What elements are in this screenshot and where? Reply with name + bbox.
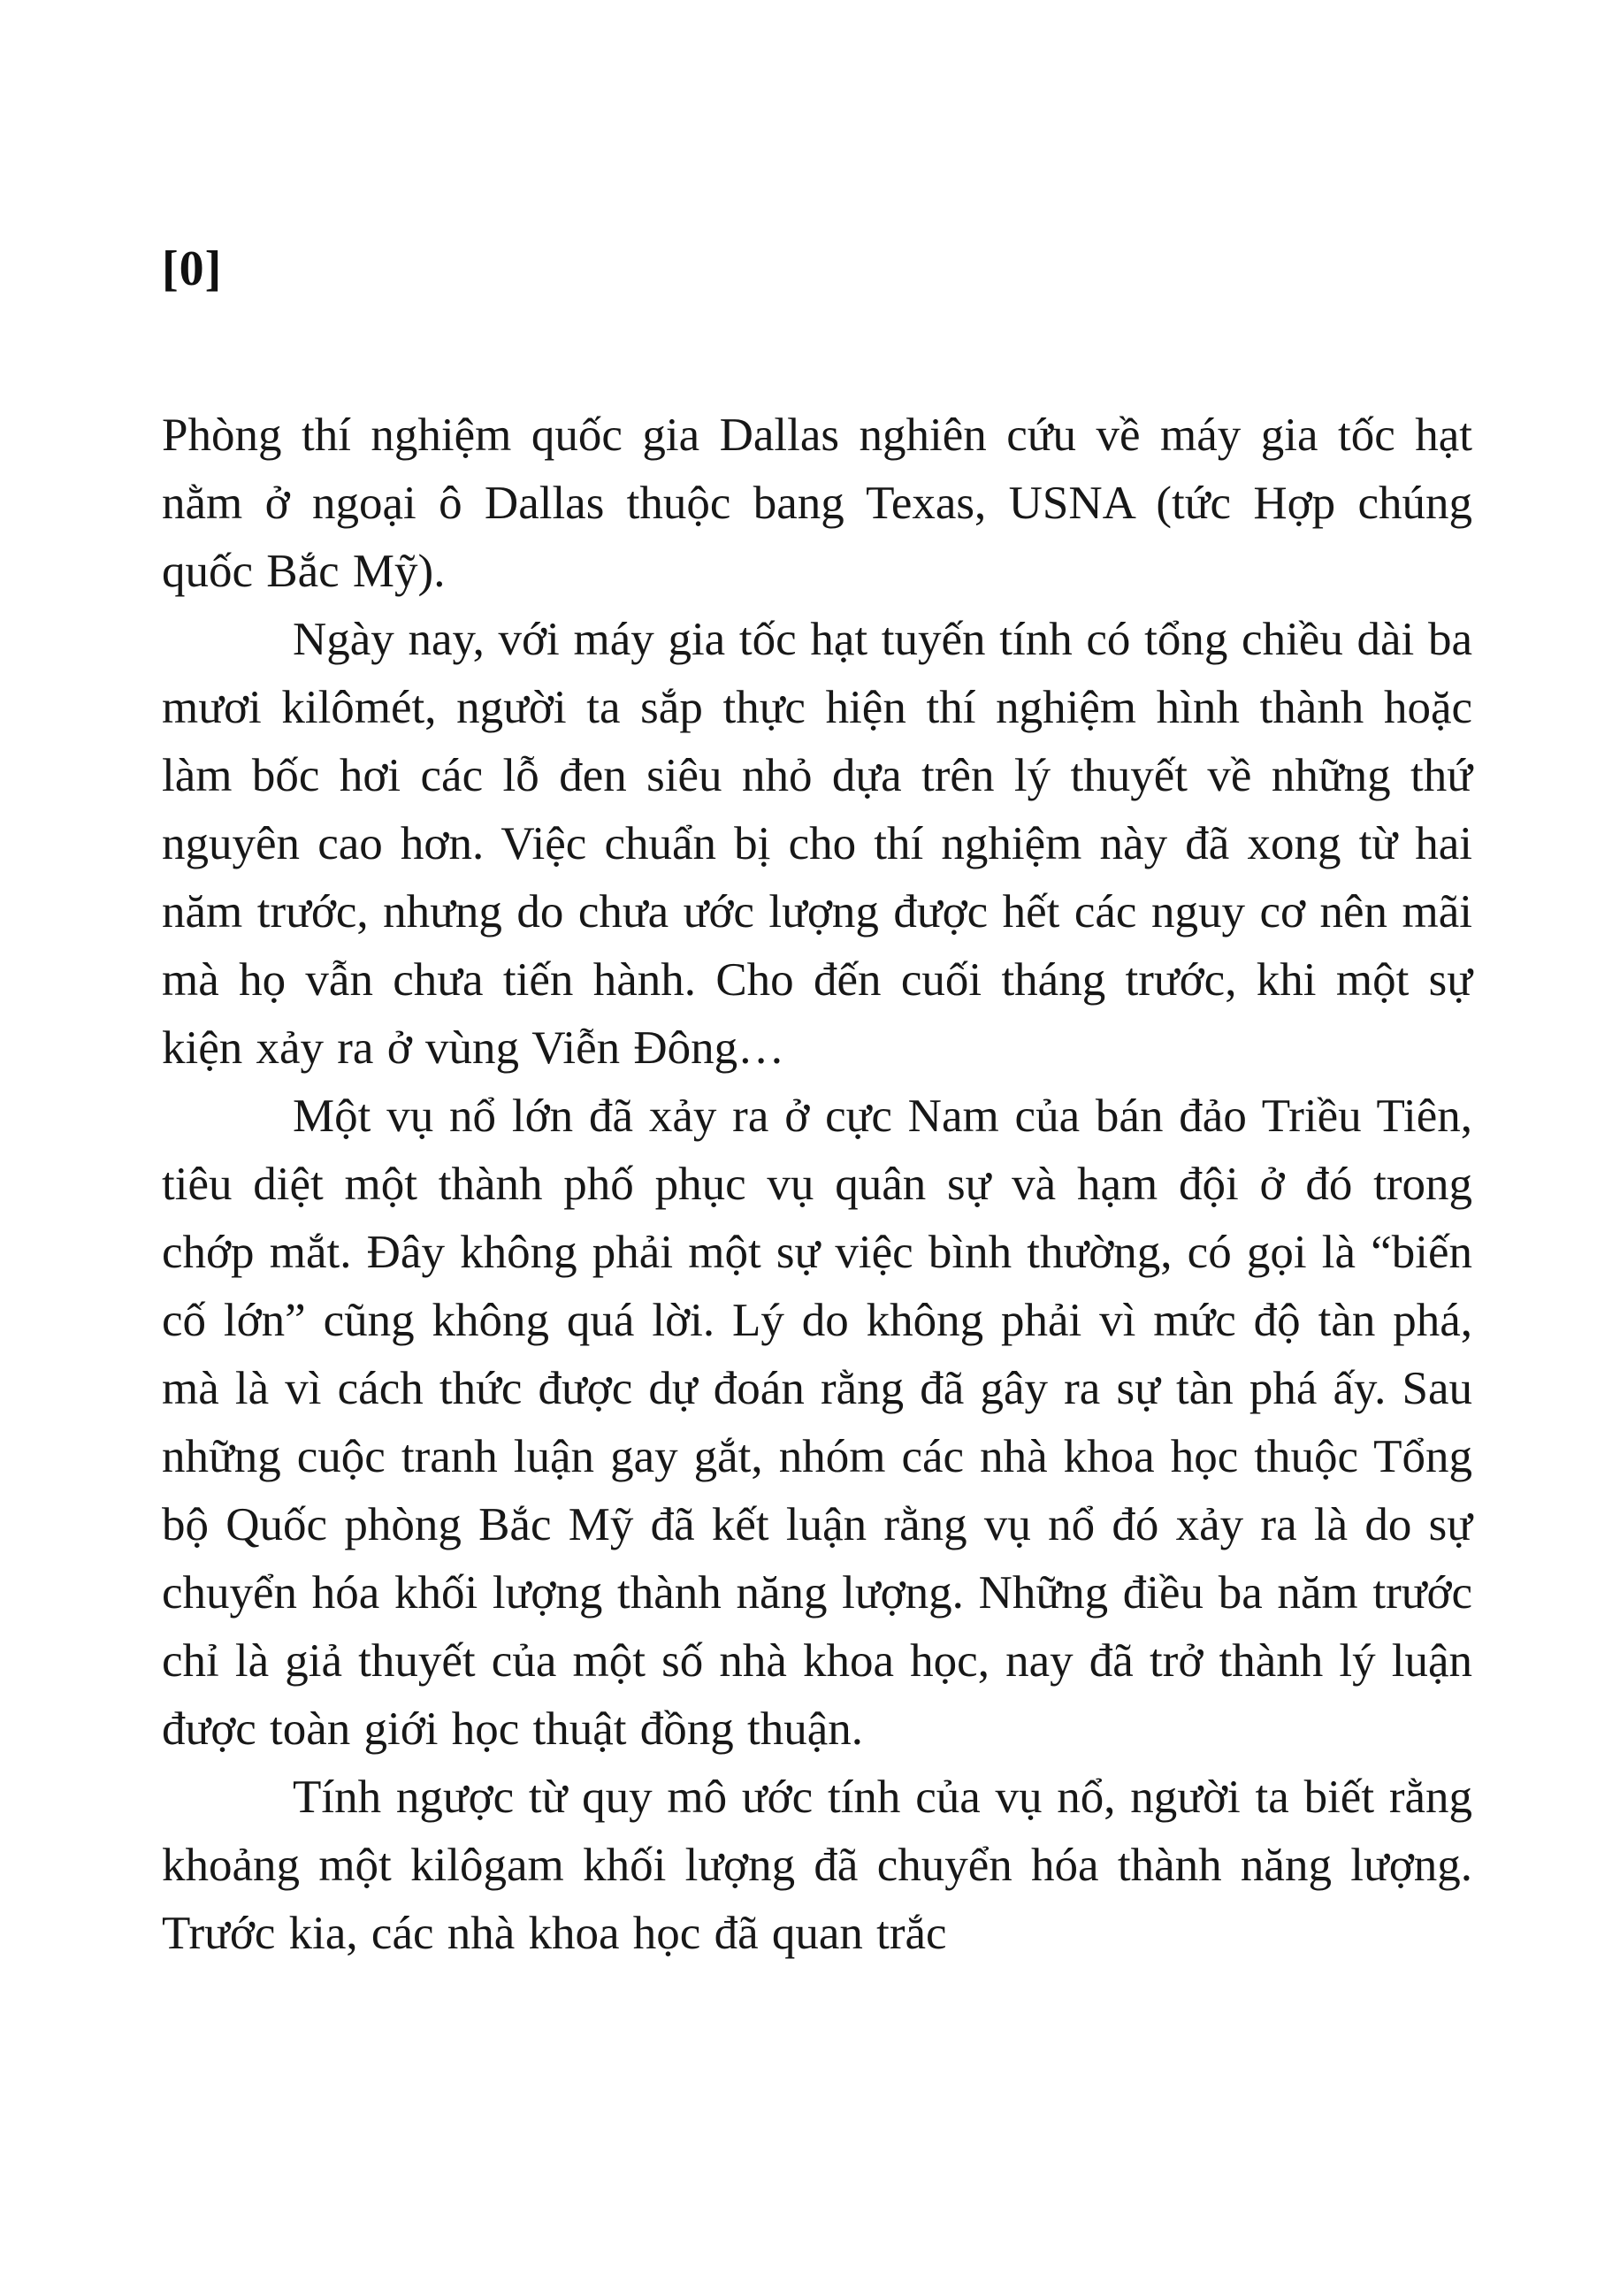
body-text bbox=[162, 402, 1472, 1968]
paragraph: Tính ngược từ quy mô ước tính của vụ nổ, người ta biết rằng khoảng một kilôgam khối lượng đã chuyển hóa thành năng lượng. Trước kia, các nhà khoa học đã quan trắc bbox=[162, 1772, 1472, 1959]
section-marker: [0] bbox=[162, 241, 223, 296]
paragraph: Phòng thí nghiệm quốc gia Dallas nghiên cứu về máy gia tốc hạt nằm ở ngoại ô Dallas thuộc bang Texas, USNA (tức Hợp chúng quốc Bắc Mỹ). bbox=[162, 409, 1472, 597]
text-block bbox=[162, 241, 1472, 1968]
paragraph: Ngày nay, với máy gia tốc hạt tuyến tính có tổng chiều dài ba mươi kilômét, người ta sắp thực hiện thí nghiệm hình thành hoặc làm bốc hơi các lỗ đen siêu nhỏ dựa trên lý thuyết về những thứ nguyên cao hơn. Việc chuẩn bị cho thí nghiệm này đã xong từ hai năm trước, nhưng do chưa ước lượng được hết các nguy cơ nên mãi mà họ vẫn chưa tiến hành. Cho đến cuối tháng trước, khi một sự kiện xảy ra ở vùng Viễn Đông… bbox=[162, 614, 1472, 1074]
paragraph: Một vụ nổ lớn đã xảy ra ở cực Nam của bán đảo Triều Tiên, tiêu diệt một thành phố phục vụ quân sự và hạm đội ở đó trong chớp mắt. Đây không phải một sự việc bình thường, có gọi là “biến cố lớn” cũng không quá lời. Lý do không phải vì mức độ tàn phá, mà là vì cách thức được dự đoán rằng đã gây ra sự tàn phá ấy. Sau những cuộc tranh luận gay gắt, nhóm các nhà khoa học thuộc Tổng bộ Quốc phòng Bắc Mỹ đã kết luận rằng vụ nổ đó xảy ra là do sự chuyển hóa khối lượng thành năng lượng. Những điều ba năm trước chỉ là giả thuyết của một số nhà khoa học, nay đã trở thành lý luận được toàn giới học thuật đồng thuận. bbox=[162, 1091, 1472, 1755]
